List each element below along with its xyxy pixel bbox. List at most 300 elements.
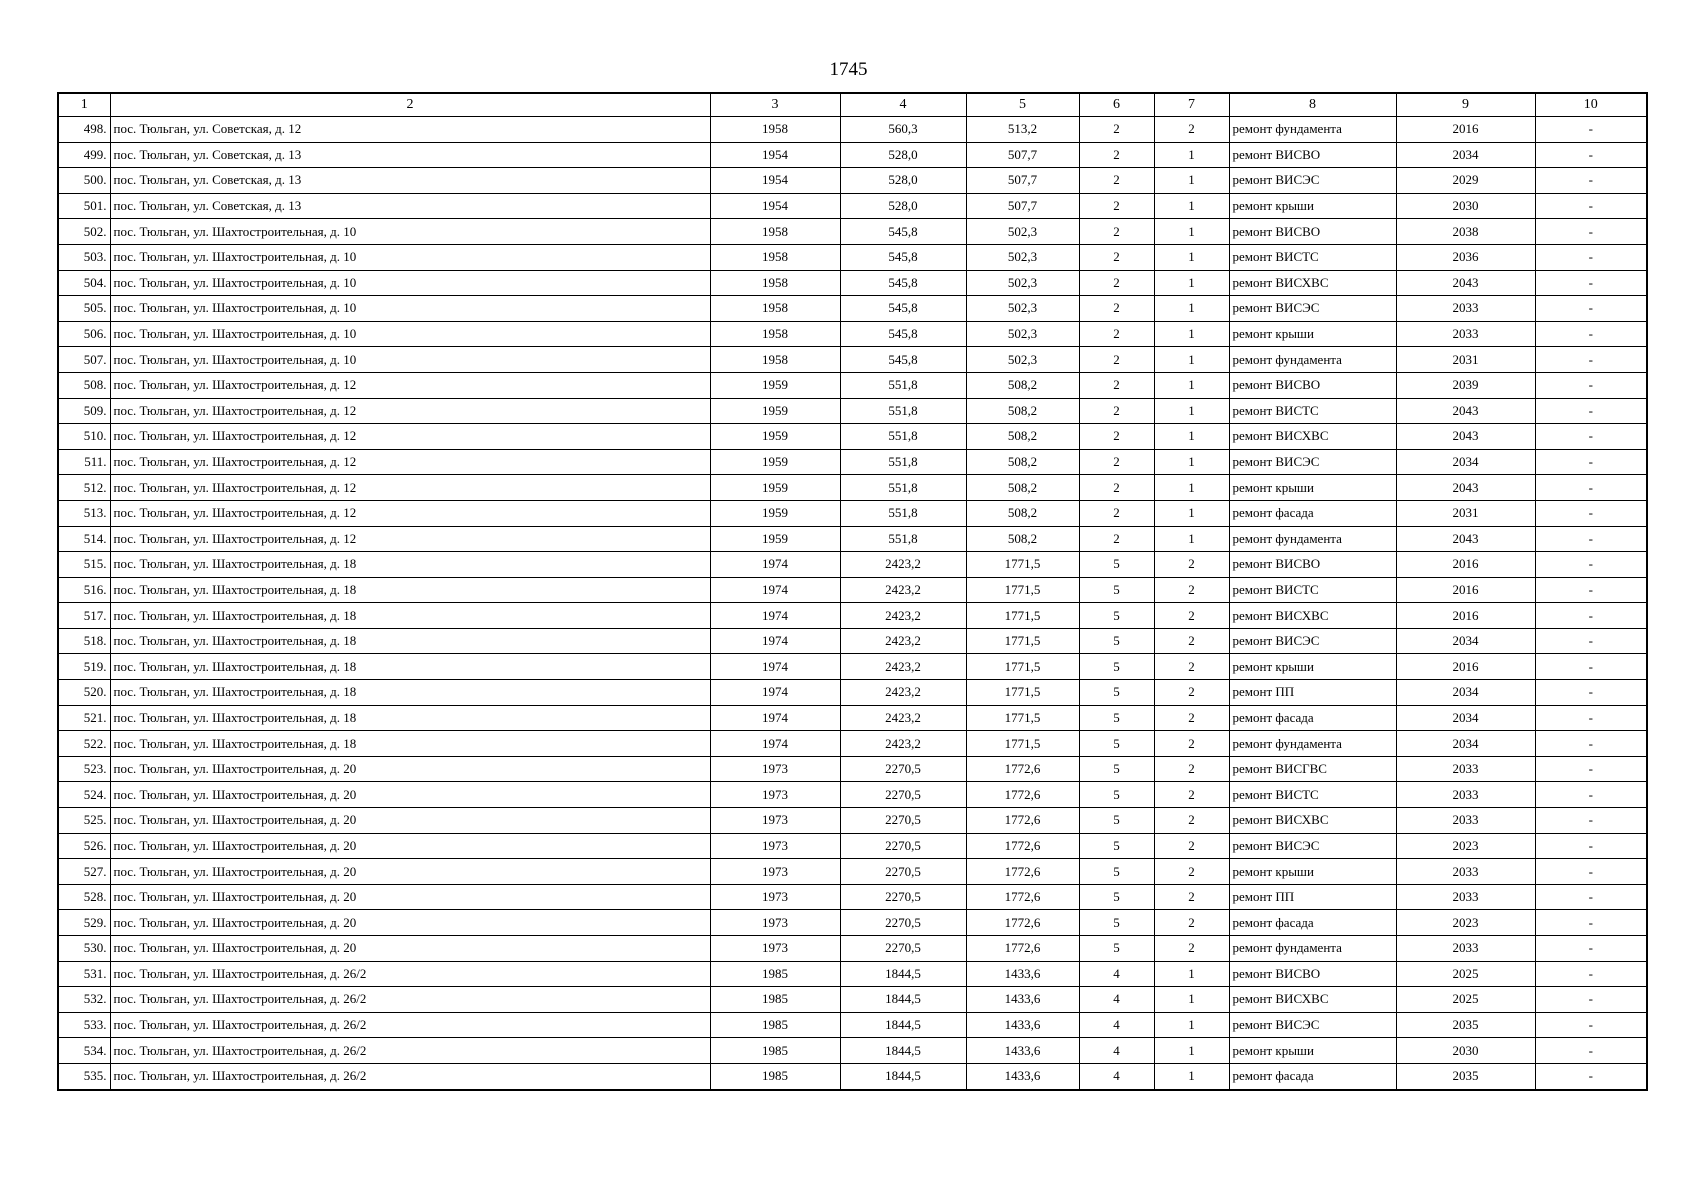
entrances-cell: 2 (1154, 782, 1229, 808)
work-type-cell: ремонт ПП (1229, 884, 1396, 910)
living-area-cell: 1772,6 (966, 808, 1079, 834)
address-cell: пос. Тюльган, ул. Шахтостроительная, д. 10 (110, 296, 710, 322)
work-type-cell: ремонт фасада (1229, 705, 1396, 731)
note-cell: - (1535, 987, 1647, 1013)
living-area-cell: 1772,6 (966, 756, 1079, 782)
living-area-cell: 1771,5 (966, 577, 1079, 603)
work-type-cell: ремонт ВИСЭС (1229, 1012, 1396, 1038)
work-type-cell: ремонт фундамента (1229, 936, 1396, 962)
planned-year-cell: 2016 (1396, 577, 1535, 603)
table-row (58, 808, 1647, 834)
year-built-cell: 1954 (710, 168, 840, 194)
planned-year-cell: 2031 (1396, 347, 1535, 373)
entrances-cell: 2 (1154, 731, 1229, 757)
total-area-cell: 1844,5 (840, 987, 966, 1013)
total-area-cell: 2423,2 (840, 654, 966, 680)
work-type-cell: ремонт крыши (1229, 859, 1396, 885)
total-area-cell: 551,8 (840, 526, 966, 552)
entrances-cell: 2 (1154, 859, 1229, 885)
living-area-cell: 1771,5 (966, 731, 1079, 757)
entrances-cell: 1 (1154, 526, 1229, 552)
living-area-cell: 508,2 (966, 398, 1079, 424)
column-header: 4 (840, 93, 966, 117)
note-cell: - (1535, 628, 1647, 654)
row-number: 523. (58, 756, 110, 782)
address-cell: пос. Тюльган, ул. Шахтостроительная, д. 12 (110, 372, 710, 398)
table-row (58, 1063, 1647, 1089)
row-number: 509. (58, 398, 110, 424)
year-built-cell: 1959 (710, 500, 840, 526)
note-cell: - (1535, 244, 1647, 270)
total-area-cell: 2423,2 (840, 731, 966, 757)
table-row (58, 603, 1647, 629)
table-row (58, 500, 1647, 526)
total-area-cell: 2270,5 (840, 884, 966, 910)
planned-year-cell: 2033 (1396, 321, 1535, 347)
row-number: 511. (58, 449, 110, 475)
floors-cell: 5 (1079, 705, 1154, 731)
total-area-cell: 1844,5 (840, 961, 966, 987)
year-built-cell: 1973 (710, 859, 840, 885)
row-number: 513. (58, 500, 110, 526)
planned-year-cell: 2016 (1396, 117, 1535, 143)
living-area-cell: 502,3 (966, 296, 1079, 322)
floors-cell: 5 (1079, 603, 1154, 629)
planned-year-cell: 2034 (1396, 680, 1535, 706)
floors-cell: 5 (1079, 936, 1154, 962)
address-cell: пос. Тюльган, ул. Шахтостроительная, д. 26/2 (110, 987, 710, 1013)
planned-year-cell: 2034 (1396, 449, 1535, 475)
floors-cell: 5 (1079, 577, 1154, 603)
table-row (58, 987, 1647, 1013)
floors-cell: 5 (1079, 808, 1154, 834)
work-type-cell: ремонт фасада (1229, 1063, 1396, 1089)
work-type-cell: ремонт ВИСТС (1229, 577, 1396, 603)
planned-year-cell: 2029 (1396, 168, 1535, 194)
entrances-cell: 2 (1154, 628, 1229, 654)
entrances-cell: 2 (1154, 910, 1229, 936)
note-cell: - (1535, 961, 1647, 987)
work-type-cell: ремонт крыши (1229, 1038, 1396, 1064)
address-cell: пос. Тюльган, ул. Шахтостроительная, д. 20 (110, 910, 710, 936)
planned-year-cell: 2043 (1396, 270, 1535, 296)
address-cell: пос. Тюльган, ул. Шахтостроительная, д. 12 (110, 526, 710, 552)
year-built-cell: 1974 (710, 603, 840, 629)
table-row (58, 680, 1647, 706)
table-row (58, 552, 1647, 578)
address-cell: пос. Тюльган, ул. Шахтостроительная, д. 10 (110, 244, 710, 270)
table-row (58, 142, 1647, 168)
total-area-cell: 528,0 (840, 193, 966, 219)
table-row (58, 705, 1647, 731)
address-cell: пос. Тюльган, ул. Шахтостроительная, д. 26/2 (110, 961, 710, 987)
note-cell: - (1535, 270, 1647, 296)
planned-year-cell: 2025 (1396, 987, 1535, 1013)
address-cell: пос. Тюльган, ул. Шахтостроительная, д. 12 (110, 500, 710, 526)
address-cell: пос. Тюльган, ул. Шахтостроительная, д. 18 (110, 603, 710, 629)
total-area-cell: 545,8 (840, 347, 966, 373)
floors-cell: 2 (1079, 296, 1154, 322)
year-built-cell: 1973 (710, 910, 840, 936)
table-row (58, 756, 1647, 782)
row-number: 530. (58, 936, 110, 962)
planned-year-cell: 2030 (1396, 1038, 1535, 1064)
total-area-cell: 2423,2 (840, 603, 966, 629)
planned-year-cell: 2039 (1396, 372, 1535, 398)
floors-cell: 5 (1079, 782, 1154, 808)
living-area-cell: 1772,6 (966, 859, 1079, 885)
planned-year-cell: 2036 (1396, 244, 1535, 270)
planned-year-cell: 2034 (1396, 142, 1535, 168)
address-cell: пос. Тюльган, ул. Шахтостроительная, д. 12 (110, 449, 710, 475)
planned-year-cell: 2043 (1396, 475, 1535, 501)
planned-year-cell: 2033 (1396, 756, 1535, 782)
work-type-cell: ремонт ВИСЭС (1229, 296, 1396, 322)
year-built-cell: 1958 (710, 347, 840, 373)
year-built-cell: 1959 (710, 372, 840, 398)
entrances-cell: 1 (1154, 961, 1229, 987)
total-area-cell: 545,8 (840, 219, 966, 245)
table-row (58, 449, 1647, 475)
work-type-cell: ремонт крыши (1229, 475, 1396, 501)
column-header: 9 (1396, 93, 1535, 117)
planned-year-cell: 2033 (1396, 782, 1535, 808)
total-area-cell: 2423,2 (840, 680, 966, 706)
planned-year-cell: 2031 (1396, 500, 1535, 526)
address-cell: пос. Тюльган, ул. Шахтостроительная, д. 12 (110, 424, 710, 450)
note-cell: - (1535, 731, 1647, 757)
table-row (58, 628, 1647, 654)
year-built-cell: 1959 (710, 475, 840, 501)
floors-cell: 2 (1079, 398, 1154, 424)
total-area-cell: 551,8 (840, 475, 966, 501)
entrances-cell: 1 (1154, 449, 1229, 475)
row-number: 528. (58, 884, 110, 910)
address-cell: пос. Тюльган, ул. Шахтостроительная, д. 20 (110, 756, 710, 782)
living-area-cell: 502,3 (966, 321, 1079, 347)
table-row (58, 347, 1647, 373)
floors-cell: 5 (1079, 884, 1154, 910)
entrances-cell: 2 (1154, 603, 1229, 629)
note-cell: - (1535, 884, 1647, 910)
floors-cell: 2 (1079, 321, 1154, 347)
floors-cell: 5 (1079, 680, 1154, 706)
living-area-cell: 1771,5 (966, 628, 1079, 654)
floors-cell: 5 (1079, 910, 1154, 936)
planned-year-cell: 2043 (1396, 424, 1535, 450)
row-number: 502. (58, 219, 110, 245)
table-row (58, 244, 1647, 270)
address-cell: пос. Тюльган, ул. Советская, д. 12 (110, 117, 710, 143)
entrances-cell: 1 (1154, 296, 1229, 322)
address-cell: пос. Тюльган, ул. Шахтостроительная, д. 10 (110, 270, 710, 296)
floors-cell: 2 (1079, 526, 1154, 552)
entrances-cell: 1 (1154, 1038, 1229, 1064)
floors-cell: 2 (1079, 449, 1154, 475)
floors-cell: 5 (1079, 859, 1154, 885)
row-number: 526. (58, 833, 110, 859)
living-area-cell: 1433,6 (966, 1012, 1079, 1038)
column-header: 3 (710, 93, 840, 117)
total-area-cell: 2423,2 (840, 552, 966, 578)
note-cell: - (1535, 680, 1647, 706)
planned-year-cell: 2034 (1396, 731, 1535, 757)
table-row (58, 321, 1647, 347)
work-type-cell: ремонт ВИСХВС (1229, 270, 1396, 296)
column-header: 6 (1079, 93, 1154, 117)
address-cell: пос. Тюльган, ул. Шахтостроительная, д. 20 (110, 859, 710, 885)
entrances-cell: 1 (1154, 987, 1229, 1013)
column-header: 2 (110, 93, 710, 117)
planned-year-cell: 2035 (1396, 1063, 1535, 1089)
year-built-cell: 1985 (710, 1038, 840, 1064)
living-area-cell: 1772,6 (966, 910, 1079, 936)
planned-year-cell: 2023 (1396, 833, 1535, 859)
table-row (58, 654, 1647, 680)
note-cell: - (1535, 296, 1647, 322)
table-row (58, 193, 1647, 219)
note-cell: - (1535, 321, 1647, 347)
year-built-cell: 1958 (710, 270, 840, 296)
total-area-cell: 1844,5 (840, 1038, 966, 1064)
note-cell: - (1535, 910, 1647, 936)
address-cell: пос. Тюльган, ул. Шахтостроительная, д. 20 (110, 833, 710, 859)
column-header: 10 (1535, 93, 1647, 117)
total-area-cell: 551,8 (840, 449, 966, 475)
note-cell: - (1535, 833, 1647, 859)
planned-year-cell: 2033 (1396, 859, 1535, 885)
living-area-cell: 1772,6 (966, 782, 1079, 808)
note-cell: - (1535, 142, 1647, 168)
row-number: 510. (58, 424, 110, 450)
living-area-cell: 1433,6 (966, 987, 1079, 1013)
row-number: 501. (58, 193, 110, 219)
address-cell: пос. Тюльган, ул. Шахтостроительная, д. 20 (110, 782, 710, 808)
entrances-cell: 2 (1154, 117, 1229, 143)
table-row (58, 117, 1647, 143)
year-built-cell: 1958 (710, 321, 840, 347)
row-number: 524. (58, 782, 110, 808)
row-number: 518. (58, 628, 110, 654)
entrances-cell: 1 (1154, 244, 1229, 270)
address-cell: пос. Тюльган, ул. Советская, д. 13 (110, 142, 710, 168)
living-area-cell: 1433,6 (966, 1038, 1079, 1064)
floors-cell: 2 (1079, 117, 1154, 143)
entrances-cell: 1 (1154, 424, 1229, 450)
address-cell: пос. Тюльган, ул. Шахтостроительная, д. 18 (110, 577, 710, 603)
total-area-cell: 545,8 (840, 321, 966, 347)
total-area-cell: 551,8 (840, 500, 966, 526)
row-number: 534. (58, 1038, 110, 1064)
table-row (58, 270, 1647, 296)
work-type-cell: ремонт ВИСТС (1229, 398, 1396, 424)
floors-cell: 2 (1079, 142, 1154, 168)
total-area-cell: 528,0 (840, 168, 966, 194)
row-number: 504. (58, 270, 110, 296)
living-area-cell: 507,7 (966, 168, 1079, 194)
note-cell: - (1535, 808, 1647, 834)
floors-cell: 2 (1079, 168, 1154, 194)
note-cell: - (1535, 168, 1647, 194)
living-area-cell: 1772,6 (966, 833, 1079, 859)
year-built-cell: 1985 (710, 987, 840, 1013)
floors-cell: 4 (1079, 987, 1154, 1013)
living-area-cell: 508,2 (966, 475, 1079, 501)
row-number: 535. (58, 1063, 110, 1089)
work-type-cell: ремонт ВИСВО (1229, 219, 1396, 245)
row-number: 508. (58, 372, 110, 398)
address-cell: пос. Тюльган, ул. Шахтостроительная, д. 12 (110, 475, 710, 501)
year-built-cell: 1985 (710, 1063, 840, 1089)
note-cell: - (1535, 193, 1647, 219)
table-row (58, 833, 1647, 859)
note-cell: - (1535, 526, 1647, 552)
address-cell: пос. Тюльган, ул. Шахтостроительная, д. 18 (110, 654, 710, 680)
address-cell: пос. Тюльган, ул. Шахтостроительная, д. 18 (110, 552, 710, 578)
total-area-cell: 2270,5 (840, 859, 966, 885)
living-area-cell: 502,3 (966, 347, 1079, 373)
year-built-cell: 1958 (710, 296, 840, 322)
floors-cell: 2 (1079, 372, 1154, 398)
year-built-cell: 1959 (710, 398, 840, 424)
total-area-cell: 2423,2 (840, 705, 966, 731)
year-built-cell: 1973 (710, 782, 840, 808)
note-cell: - (1535, 936, 1647, 962)
address-cell: пос. Тюльган, ул. Шахтостроительная, д. 18 (110, 705, 710, 731)
year-built-cell: 1973 (710, 756, 840, 782)
address-cell: пос. Тюльган, ул. Советская, д. 13 (110, 168, 710, 194)
total-area-cell: 2270,5 (840, 936, 966, 962)
entrances-cell: 1 (1154, 219, 1229, 245)
entrances-cell: 2 (1154, 705, 1229, 731)
row-number: 516. (58, 577, 110, 603)
work-type-cell: ремонт ВИСВО (1229, 552, 1396, 578)
work-type-cell: ремонт крыши (1229, 321, 1396, 347)
floors-cell: 2 (1079, 475, 1154, 501)
column-header: 1 (58, 93, 110, 117)
address-cell: пос. Тюльган, ул. Шахтостроительная, д. 18 (110, 628, 710, 654)
total-area-cell: 2270,5 (840, 782, 966, 808)
total-area-cell: 2423,2 (840, 628, 966, 654)
floors-cell: 4 (1079, 1012, 1154, 1038)
entrances-cell: 1 (1154, 1012, 1229, 1038)
work-type-cell: ремонт ВИСТС (1229, 244, 1396, 270)
floors-cell: 4 (1079, 1063, 1154, 1089)
planned-year-cell: 2016 (1396, 654, 1535, 680)
note-cell: - (1535, 782, 1647, 808)
work-type-cell: ремонт ВИСГВС (1229, 756, 1396, 782)
address-cell: пос. Тюльган, ул. Шахтостроительная, д. 18 (110, 680, 710, 706)
total-area-cell: 2423,2 (840, 577, 966, 603)
total-area-cell: 551,8 (840, 398, 966, 424)
work-type-cell: ремонт ВИСХВС (1229, 424, 1396, 450)
work-type-cell: ремонт фундамента (1229, 731, 1396, 757)
table-body (58, 117, 1647, 1090)
entrances-cell: 1 (1154, 500, 1229, 526)
note-cell: - (1535, 705, 1647, 731)
entrances-cell: 1 (1154, 321, 1229, 347)
year-built-cell: 1985 (710, 1012, 840, 1038)
address-cell: пос. Тюльган, ул. Шахтостроительная, д. 18 (110, 731, 710, 757)
planned-year-cell: 2038 (1396, 219, 1535, 245)
floors-cell: 5 (1079, 654, 1154, 680)
total-area-cell: 1844,5 (840, 1063, 966, 1089)
table-row (58, 884, 1647, 910)
living-area-cell: 1771,5 (966, 680, 1079, 706)
entrances-cell: 1 (1154, 270, 1229, 296)
total-area-cell: 560,3 (840, 117, 966, 143)
living-area-cell: 1772,6 (966, 936, 1079, 962)
living-area-cell: 1771,5 (966, 705, 1079, 731)
year-built-cell: 1954 (710, 142, 840, 168)
table-row (58, 782, 1647, 808)
entrances-cell: 2 (1154, 808, 1229, 834)
floors-cell: 4 (1079, 1038, 1154, 1064)
planned-year-cell: 2033 (1396, 808, 1535, 834)
total-area-cell: 1844,5 (840, 1012, 966, 1038)
table-row (58, 475, 1647, 501)
year-built-cell: 1954 (710, 193, 840, 219)
note-cell: - (1535, 424, 1647, 450)
living-area-cell: 1771,5 (966, 552, 1079, 578)
note-cell: - (1535, 552, 1647, 578)
work-type-cell: ремонт крыши (1229, 193, 1396, 219)
total-area-cell: 528,0 (840, 142, 966, 168)
floors-cell: 4 (1079, 961, 1154, 987)
year-built-cell: 1959 (710, 424, 840, 450)
year-built-cell: 1985 (710, 961, 840, 987)
row-number: 498. (58, 117, 110, 143)
work-type-cell: ремонт крыши (1229, 654, 1396, 680)
address-cell: пос. Тюльган, ул. Шахтостроительная, д. 10 (110, 321, 710, 347)
total-area-cell: 551,8 (840, 372, 966, 398)
row-number: 517. (58, 603, 110, 629)
row-number: 522. (58, 731, 110, 757)
work-type-cell: ремонт фундамента (1229, 526, 1396, 552)
address-cell: пос. Тюльган, ул. Шахтостроительная, д. 10 (110, 219, 710, 245)
floors-cell: 2 (1079, 219, 1154, 245)
entrances-cell: 2 (1154, 577, 1229, 603)
entrances-cell: 1 (1154, 168, 1229, 194)
year-built-cell: 1974 (710, 628, 840, 654)
row-number: 506. (58, 321, 110, 347)
address-cell: пос. Тюльган, ул. Шахтостроительная, д. 20 (110, 936, 710, 962)
row-number: 532. (58, 987, 110, 1013)
note-cell: - (1535, 117, 1647, 143)
entrances-cell: 1 (1154, 372, 1229, 398)
note-cell: - (1535, 1038, 1647, 1064)
note-cell: - (1535, 219, 1647, 245)
table-row (58, 1012, 1647, 1038)
floors-cell: 5 (1079, 731, 1154, 757)
entrances-cell: 1 (1154, 193, 1229, 219)
floors-cell: 5 (1079, 756, 1154, 782)
work-type-cell: ремонт ПП (1229, 680, 1396, 706)
living-area-cell: 507,7 (966, 142, 1079, 168)
register-table (57, 92, 1648, 1091)
year-built-cell: 1973 (710, 936, 840, 962)
year-built-cell: 1958 (710, 219, 840, 245)
note-cell: - (1535, 577, 1647, 603)
work-type-cell: ремонт ВИСХВС (1229, 603, 1396, 629)
living-area-cell: 513,2 (966, 117, 1079, 143)
total-area-cell: 2270,5 (840, 756, 966, 782)
table-row (58, 731, 1647, 757)
row-number: 520. (58, 680, 110, 706)
work-type-cell: ремонт ВИСВО (1229, 961, 1396, 987)
living-area-cell: 1433,6 (966, 961, 1079, 987)
year-built-cell: 1974 (710, 705, 840, 731)
